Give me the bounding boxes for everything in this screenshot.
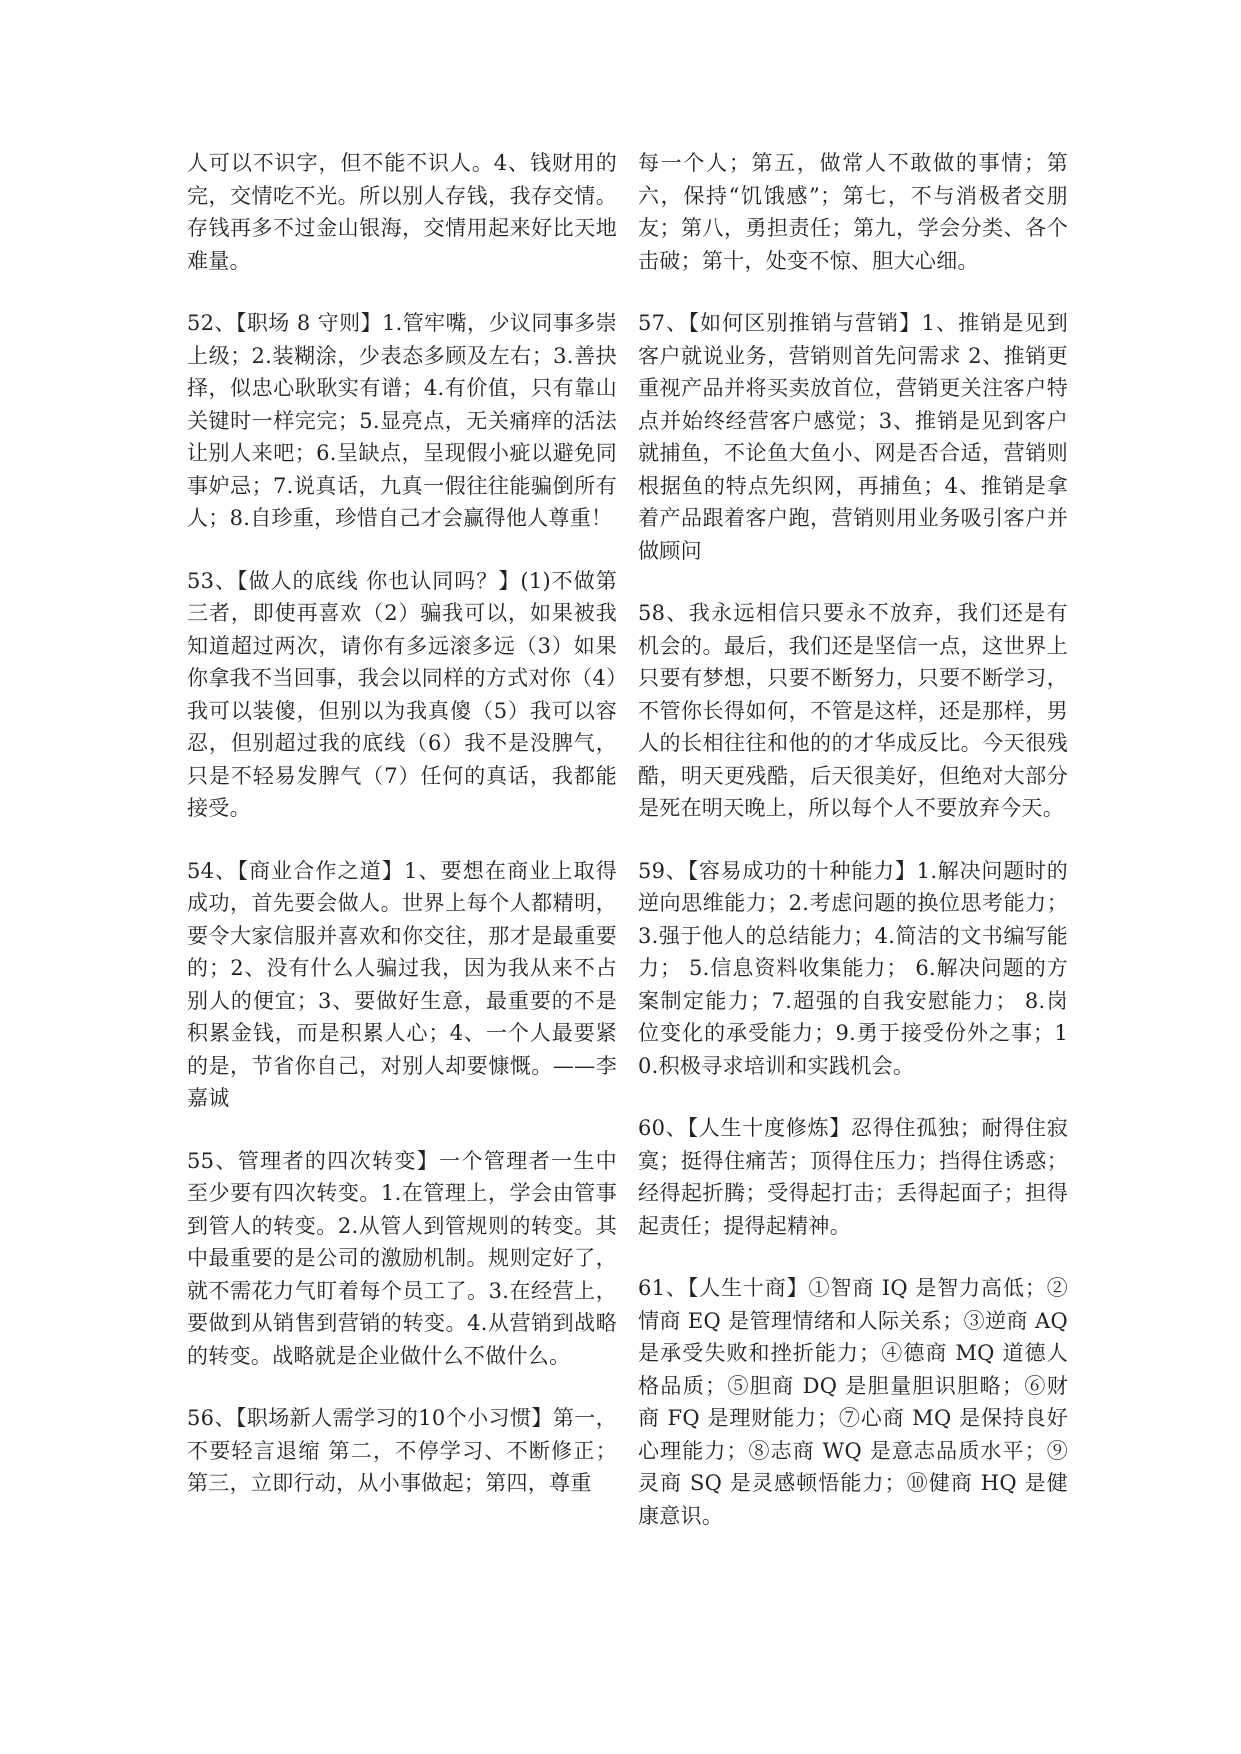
right-column (638, 147, 1068, 1562)
left-column (187, 147, 617, 1530)
paragraph-53: 53、【做人的底线 你也认同吗？】(1)不做第三者，即使再喜欢（2）骗我可以，如果被我知道超过两次，请你有多远滚多远（3）如果你拿我不当回事，我会以同样的方式对你（4）我可以装傻，但别以为我真傻（5）我可以容忍，但别超过我的底线（6）我不是没脾气，只是不轻易发脾气（7）任何的真话，我都能接受。 (187, 568, 617, 820)
paragraph-58: 58、我永远相信只要永不放弃，我们还是有机会的。最后，我们还是坚信一点，这世界上只要有梦想，只要不断努力，只要不断学习，不管你长得如何，不管是这样，还是那样，男人的长相往往和他的的才华成反比。今天很残酷，明天更残酷，后天很美好，但绝对大部分是死在明天晚上，所以每个人不要放弃今天。 (638, 601, 1068, 820)
paragraph-54: 54、【商业合作之道】1、要想在商业上取得成功，首先要会做人。世界上每个人都精明，要令大家信服并喜欢和你交往，那才是最重要的；2、没有什么人骗过我，因为我从来不占别人的便宜；3、要做好生意，最重要的不是积累金钱，而是积累人心；4、一个人最要紧的是，节省你自己，对别人却要慷慨。——李嘉诚 (187, 858, 617, 1110)
paragraph-56: 56、【职场新人需学习的10个小习惯】第一，不要轻言退缩 第二，不停学习、不断修正；第三，立即行动，从小事做起；第四，尊重 (187, 1406, 617, 1495)
paragraph-55: 55、管理者的四次转变】一个管理者一生中至少要有四次转变。1.在管理上，学会由管事到管人的转变。2.从管人到管规则的转变。其中最重要的是公司的激励机制。规则定好了，就不需花力气盯着每个员工了。3.在经营上，要做到从销售到营销的转变。4.从营销到战略的转变。战略就是企业做什么不做什么。 (187, 1148, 617, 1368)
paragraph-52: 52、【职场 8 守则】1.管牢嘴，少议同事多崇上级；2.装糊涂，少表态多顾及左右；3.善抉择，似忠心耿耿实有谱；4.有价值，只有靠山关键时一样完完；5.显亮点，无关痛痒的活法让别人来吧；6.呈缺点，呈现假小疵以避免同事妒忌；7.说真话，九真一假往往能骗倒所有人；8.自珍重，珍惜自己才会赢得他人尊重！ (187, 311, 617, 530)
paragraph-57: 57、【如何区别推销与营销】1、推销是见到客户就说业务，营销则首先问需求 2、推销更重视产品并将买卖放首位，营销更关注客户特点并始终经营客户感觉；3、推销是见到客户就捕鱼，不论鱼大鱼小、网是否合适，营销则根据鱼的特点先织网，再捕鱼；4、推销是拿着产品跟着客户跑，营销则用业务吸引客户并做顾问 (638, 311, 1068, 563)
paragraph-59: 59、【容易成功的十种能力】1.解决问题时的逆向思维能力；2.考虑问题的换位思考能力；3.强于他人的总结能力；4.简洁的文书编写能力； 5.信息资料收集能力； 6.解决问题的方案制定能力；7.超强的自我安慰能力； 8.岗位变化的承受能力；9.勇于接受份外之事；10.积极寻求培训和实践机会。 (638, 858, 1068, 1078)
paragraph-continuation: 人可以不识字，但不能不识人。4、钱财用的完，交情吃不光。所以别人存钱，我存交情。存钱再多不过金山银海，交情用起来好比天地难量。 (187, 151, 617, 273)
paragraph-60: 60、【人生十度修炼】忍得住孤独；耐得住寂寞；挺得住痛苦；顶得住压力；挡得住诱惑；经得起折腾；受得起打击；丢得起面子；担得起责任；提得起精神。 (638, 1116, 1068, 1238)
paragraph-56-continued: 每一个人；第五，做常人不敢做的事情；第六，保持“饥饿感”；第七，不与消极者交朋友；第八，勇担责任；第九，学会分类、各个击破；第十，处变不惊、胆大心细。 (638, 151, 1068, 273)
paragraph-61: 61、【人生十商】①智商 IQ 是智力高低；②情商 EQ 是管理情绪和人际关系；③逆商 AQ 是承受失败和挫折能力；④德商 MQ 道德人格品质；⑤胆商 DQ 是胆量胆识胆略；⑥财商 FQ 是理财能力；⑦心商 MQ 是保持良好心理能力；⑧志商 WQ 是意志品质水平；⑨灵商 SQ 是灵感顿悟能力；⑩健商 HQ 是健康意识。 (638, 1276, 1068, 1528)
